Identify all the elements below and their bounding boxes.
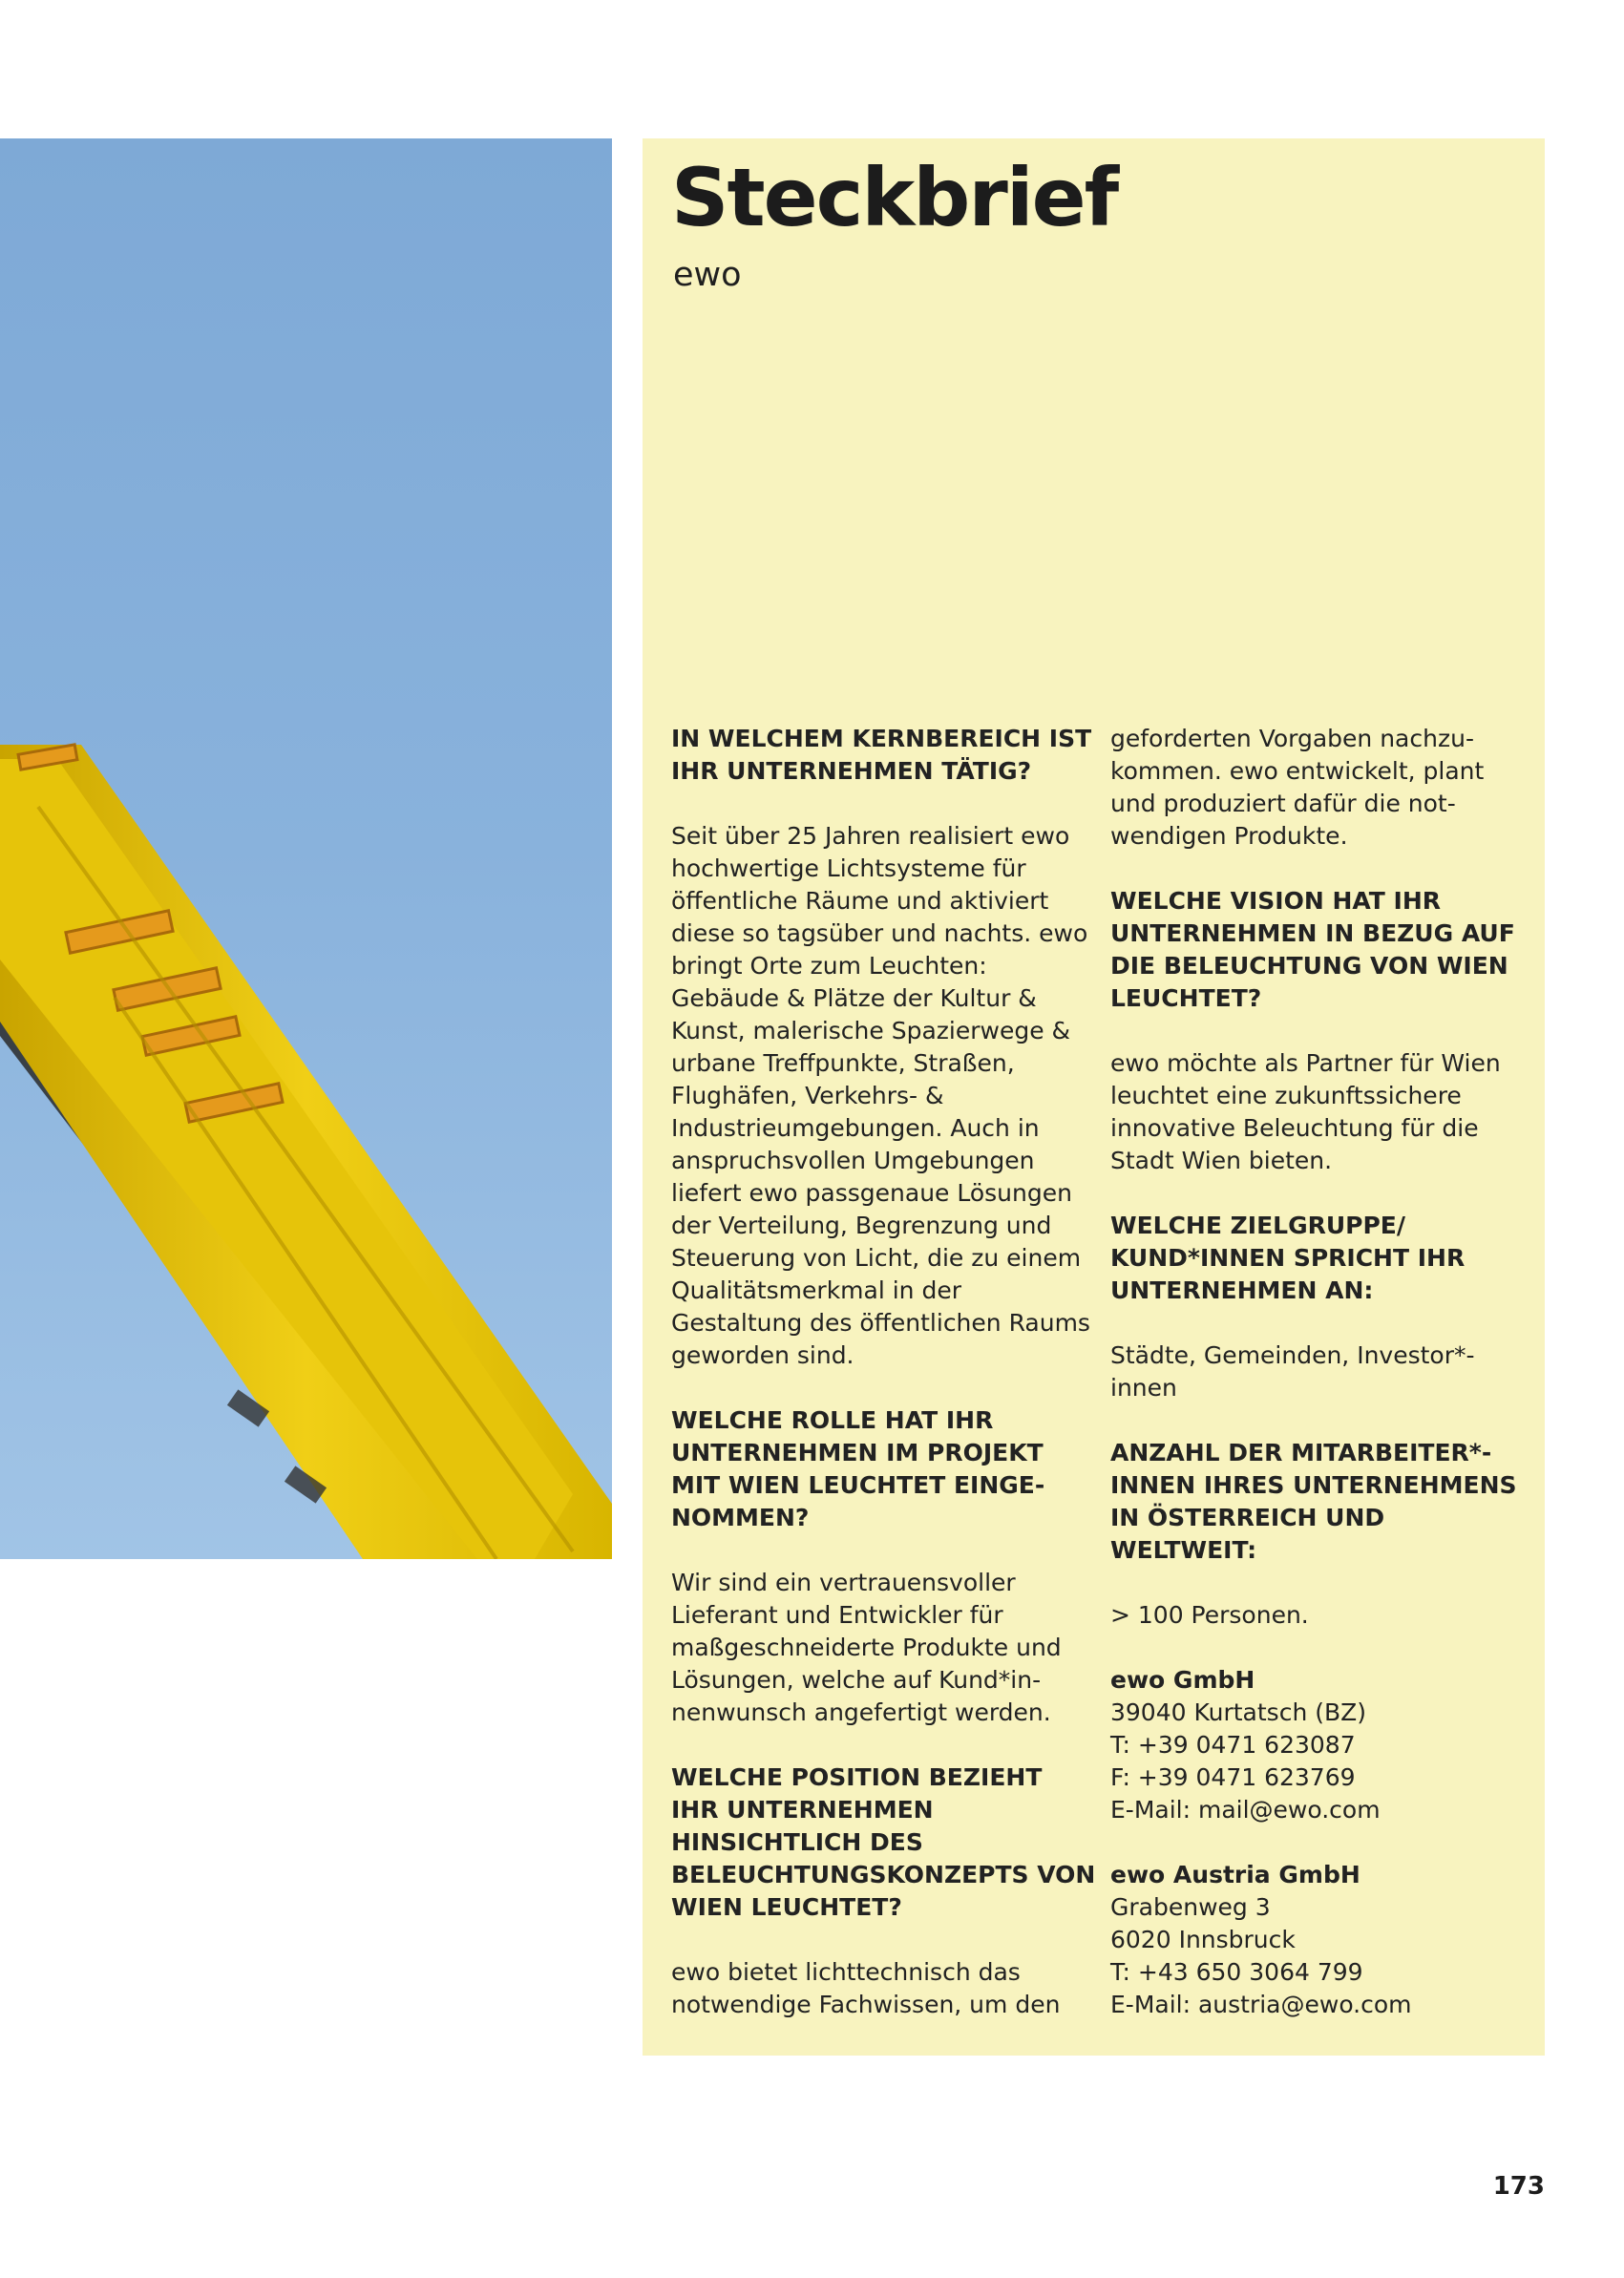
contact-email: E-Mail: mail@ewo.com xyxy=(1110,1796,1381,1824)
answer-target-group: Städte, Gemeinden, Investor*-innen xyxy=(1110,1341,1475,1402)
profile-panel xyxy=(643,138,1545,2056)
question-vision: WELCHE VISION HAT IHR UNTERNEHMEN IN BEZUG AUF DIE BELEUCHTUNG VON WIEN LEUCHTET? xyxy=(1110,887,1515,1012)
answer-employees: > 100 Personen. xyxy=(1110,1601,1309,1629)
contact-phone: T: +39 0471 623087 xyxy=(1110,1731,1356,1759)
answer-position-part1: ewo bietet lichttechnisch das notwendige Fachwissen, um den xyxy=(671,1958,1061,2018)
question-target-group: WELCHE ZIELGRUPPE/ KUND*INNEN SPRICHT IHR UNTERNEHMEN AN: xyxy=(1110,1212,1466,1304)
contact-email: E-Mail: austria@ewo.com xyxy=(1110,1991,1412,2018)
contact-city: 6020 Innsbruck xyxy=(1110,1926,1296,1953)
contact-block-ewo-gmbh xyxy=(1110,1664,1535,1826)
answer-position-part2: geforderten Vorgaben nachzukommen. ewo entwickelt, plant und produziert dafür die notwendigen Produkte. xyxy=(1110,725,1485,850)
right-column xyxy=(1110,723,1535,2054)
answer-core-area: Seit über 25 Jahren realisiert ewo hochwertige Lichtsysteme für öffentliche Räume und aktiviert diese so tagsüber und nachts. ewo bringt Orte zum Leuchten: Gebäude & Plätze der Kultur & Kunst, malerische Spazierwege & urbane Treffpunkte, Straßen, Flughäfen, Verkehrs- & Industrieumgebungen. Auch in anspruchsvollen Umgebungen liefert ewo passgenaue Lösungen der Verteilung, Begrenzung und Steuerung von Licht, die zu einem Qualitätsmerkmal in der Gestaltung des öffentlichen Raums geworden sind. xyxy=(671,822,1090,1369)
contact-company: ewo GmbH xyxy=(1110,1666,1255,1694)
contact-phone: T: +43 650 3064 799 xyxy=(1110,1958,1363,1986)
contact-address: 39040 Kurtatsch (BZ) xyxy=(1110,1698,1367,1726)
contact-street: Grabenweg 3 xyxy=(1110,1893,1271,1921)
contact-fax: F: +39 0471 623769 xyxy=(1110,1763,1356,1791)
page-title: Steckbrief xyxy=(671,151,1118,244)
question-employees: ANZAHL DER MITARBEITER*-INNEN IHRES UNTERNEHMENS IN ÖSTERREICH UND WELTWEIT: xyxy=(1110,1439,1517,1564)
answer-vision: ewo möchte als Partner für Wien leuchtet eine zukunftssichere innovative Beleuchtung für die Stadt Wien bieten. xyxy=(1110,1049,1501,1174)
crane-photo xyxy=(0,138,612,1559)
contact-company: ewo Austria GmbH xyxy=(1110,1861,1360,1888)
question-core-area: IN WELCHEM KERNBEREICH IST IHR UNTERNEHMEN TÄTIG? xyxy=(671,725,1092,785)
contact-block-ewo-austria xyxy=(1110,1859,1535,2021)
left-column xyxy=(671,723,1096,2054)
page-number: 173 xyxy=(1492,2172,1545,2201)
question-position: WELCHE POSITION BEZIEHT IHR UNTERNEHMEN HINSICHTLICH DES BELEUCHTUNGSKONZEPTS VON WIEN LEUCHTET? xyxy=(671,1763,1096,1921)
question-role: WELCHE ROLLE HAT IHR UNTERNEHMEN IM PROJEKT MIT WIEN LEUCHTET EINGENOMMEN? xyxy=(671,1406,1045,1531)
answer-role: Wir sind ein vertrauensvoller Lieferant und Entwickler für maßgeschneiderte Produkte und Lösungen, welche auf Kund*innenwunsch angefertigt werden. xyxy=(671,1569,1062,1726)
crane-illustration xyxy=(0,138,612,1559)
company-subtitle: ewo xyxy=(673,256,742,294)
